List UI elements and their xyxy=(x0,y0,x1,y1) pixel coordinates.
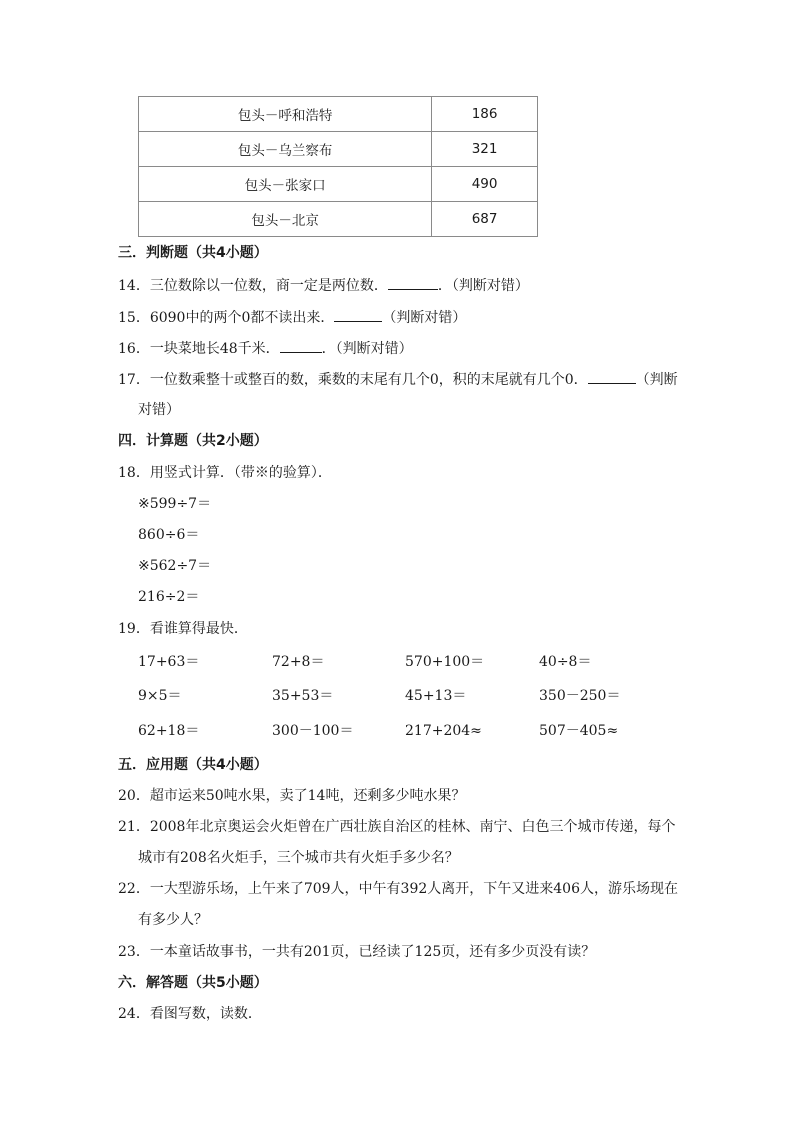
question-16 xyxy=(118,338,413,359)
quick-calc-item: 507－405≈ xyxy=(539,723,619,739)
question-17-continued: 对错） xyxy=(138,402,180,418)
calc-item: ※562÷7＝ xyxy=(138,558,212,574)
quick-calc-item: 9×5＝ xyxy=(138,688,182,704)
table-row xyxy=(139,202,538,237)
question-20: 20．超市运来50吨水果，卖了14吨，还剩多少吨水果？ xyxy=(118,788,466,804)
question-text: 17．一位数乘整十或整百的数，乘数的末尾有几个0，积的末尾就有几个0． xyxy=(118,372,588,388)
route-cell: 包头－呼和浩特 xyxy=(139,97,432,132)
question-text: 16．一块菜地长48千米． xyxy=(118,341,280,357)
question-18: 18．用竖式计算．（带※的验算）． xyxy=(118,465,332,481)
quick-calc-row xyxy=(138,721,698,741)
question-21-continued: 城市有208名火炬手，三个城市共有火炬手多少名？ xyxy=(138,850,459,866)
question-14 xyxy=(118,275,529,296)
section-heading-solutions: 六．解答题（共5小题） xyxy=(118,975,268,991)
question-suffix: （判断 xyxy=(635,372,678,388)
quick-calc-item: 45+13＝ xyxy=(405,688,467,704)
table-row xyxy=(139,167,538,202)
question-24: 24．看图写数，读数． xyxy=(118,1006,262,1022)
answer-blank[interactable] xyxy=(280,338,322,353)
question-text: 14．三位数除以一位数，商一定是两位数． xyxy=(118,278,388,294)
question-23: 23．一本童话故事书，一共有201页，已经读了125页，还有多少页没有读？ xyxy=(118,944,596,960)
distance-cell: 321 xyxy=(432,132,538,167)
question-17 xyxy=(118,369,678,390)
question-15 xyxy=(118,307,466,328)
quick-calc-item: 300－100＝ xyxy=(272,723,354,739)
calc-item: ※599÷7＝ xyxy=(138,496,212,512)
question-suffix: ．（判断对错） xyxy=(321,341,413,357)
distance-table xyxy=(138,96,538,237)
question-text: 15．6090中的两个0都不读出来． xyxy=(118,310,335,326)
distance-cell: 490 xyxy=(432,167,538,202)
distance-cell: 186 xyxy=(432,97,538,132)
quick-calc-item: 17+63＝ xyxy=(138,654,200,670)
distance-cell: 687 xyxy=(432,202,538,237)
quick-calc-row xyxy=(138,652,698,672)
answer-blank[interactable] xyxy=(388,275,438,290)
question-suffix: ．（判断对错） xyxy=(437,278,529,294)
route-cell: 包头－乌兰察布 xyxy=(139,132,432,167)
quick-calc-item: 62+18＝ xyxy=(138,723,200,739)
quick-calc-item: 72+8＝ xyxy=(272,654,325,670)
quick-calc-item: 350－250＝ xyxy=(539,688,621,704)
route-cell: 包头－北京 xyxy=(139,202,432,237)
quick-calc-item: 217+204≈ xyxy=(405,723,482,739)
answer-blank[interactable] xyxy=(588,369,636,384)
question-22: 22．一大型游乐场，上午来了709人，中午有392人离开，下午又进来406人，游乐场现在 xyxy=(118,881,678,897)
section-heading-calculation: 四．计算题（共2小题） xyxy=(118,433,268,449)
quick-calc-item: 570+100＝ xyxy=(405,654,485,670)
question-suffix: （判断对错） xyxy=(382,310,467,326)
question-19: 19．看谁算得最快． xyxy=(118,621,248,637)
table-row xyxy=(139,97,538,132)
table-row xyxy=(139,132,538,167)
quick-calc-item: 40÷8＝ xyxy=(539,654,592,670)
calc-item: 216÷2＝ xyxy=(138,589,200,605)
question-22-continued: 有多少人？ xyxy=(138,912,208,928)
section-heading-true-false: 三．判断题（共4小题） xyxy=(118,245,268,261)
quick-calc-item: 35+53＝ xyxy=(272,688,334,704)
route-cell: 包头－张家口 xyxy=(139,167,432,202)
section-heading-word-problems: 五．应用题（共4小题） xyxy=(118,757,268,773)
calc-item: 860÷6＝ xyxy=(138,527,200,543)
question-21: 21．2008年北京奥运会火炬曾在广西壮族自治区的桂林、南宁、白色三个城市传递，每个 xyxy=(118,819,676,835)
answer-blank[interactable] xyxy=(334,307,382,322)
quick-calc-row xyxy=(138,686,698,706)
